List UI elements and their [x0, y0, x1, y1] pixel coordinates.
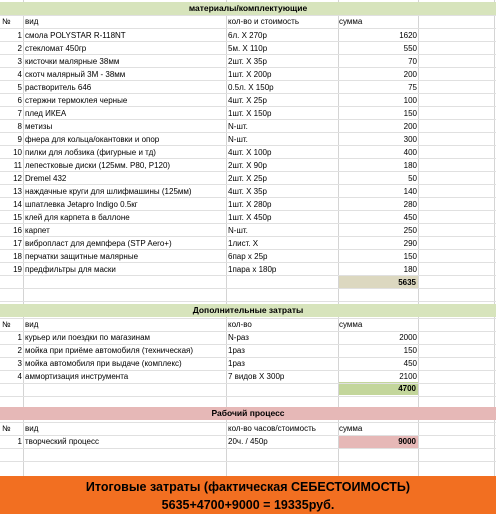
row-number: 18	[13, 252, 22, 261]
table-row	[0, 357, 496, 370]
row-qty: 1раз	[228, 346, 245, 355]
grid-line	[0, 357, 496, 358]
grid-line	[0, 210, 496, 211]
row-qty: 20ч. / 450р	[228, 437, 268, 446]
row-sum: 200	[403, 70, 417, 79]
row-sum: 300	[403, 135, 417, 144]
row-sum: 250	[403, 226, 417, 235]
additional-total: 4700	[339, 382, 418, 395]
row-number: 19	[13, 265, 22, 274]
section-title-additional: Дополнительные затраты	[0, 304, 496, 317]
table-row	[0, 435, 496, 448]
row-qty: 4шт. X 25р	[228, 96, 267, 105]
row-number: 14	[13, 200, 22, 209]
grid-line	[0, 344, 496, 345]
final-title: Итоговые затраты (фактическая СЕБЕСТОИМОСТЬ)	[85, 480, 411, 494]
row-number: 2	[17, 346, 22, 355]
grid-line	[0, 184, 496, 185]
row-item: клей для карпета в баллоне	[25, 213, 130, 222]
row-sum: 2100	[399, 372, 417, 381]
row-item: Dremel 432	[25, 174, 67, 183]
grid-line	[0, 262, 496, 263]
row-number: 7	[17, 109, 22, 118]
row-sum: 180	[403, 265, 417, 274]
grid-line	[0, 15, 496, 16]
row-item: наждачные круги для шлифмашины (125мм)	[25, 187, 192, 196]
row-item: пилки для лобзика (фигурные и тд)	[25, 148, 156, 157]
grid-line	[0, 370, 496, 371]
row-number: 4	[17, 372, 22, 381]
header-sum: сумма	[339, 17, 363, 26]
row-number: 15	[13, 213, 22, 222]
row-sum: 75	[408, 83, 417, 92]
row-number: 13	[13, 187, 22, 196]
table-header	[0, 15, 496, 28]
header-item: вид	[25, 424, 39, 433]
row-qty: 6пар x 25р	[228, 252, 268, 261]
grid-line	[0, 422, 496, 423]
row-sum: 50	[408, 174, 417, 183]
grid-line	[0, 461, 496, 462]
table-header	[0, 318, 496, 331]
grid-line	[0, 448, 496, 449]
grid-line	[0, 383, 496, 384]
row-item: стекломат 450гр	[25, 44, 87, 53]
row-qty: 2шт. X 35р	[228, 57, 267, 66]
row-sum: 550	[403, 44, 417, 53]
row-item: курьер или поездки по магазинам	[25, 333, 151, 342]
section-title-materials: материалы/комплектующие	[0, 2, 496, 15]
row-number: 5	[17, 83, 22, 92]
row-qty: 1шт. X 150р	[228, 109, 272, 118]
row-item: карпет	[25, 226, 50, 235]
grid-line	[0, 223, 496, 224]
row-number: 16	[13, 226, 22, 235]
header-qty: кол-во	[228, 320, 252, 329]
row-qty: 1лист. X	[228, 239, 259, 248]
row-number: 2	[17, 44, 22, 53]
row-number: 12	[13, 174, 22, 183]
final-summary	[0, 476, 496, 514]
section-title-work: Рабочий процесс	[0, 407, 496, 420]
row-item: стержни термоклея черные	[25, 96, 128, 105]
grid-line	[0, 119, 496, 120]
table-row	[0, 344, 496, 357]
row-sum: 100	[403, 96, 417, 105]
row-qty: 1раз	[228, 359, 245, 368]
header-no: №	[2, 424, 11, 433]
row-sum: 290	[403, 239, 417, 248]
row-number: 3	[17, 359, 22, 368]
row-item: перчатки защитные малярные	[25, 252, 139, 261]
grid-line	[0, 301, 496, 302]
grid-line	[0, 236, 496, 237]
row-number: 10	[13, 148, 22, 157]
row-sum: 140	[403, 187, 417, 196]
row-sum: 70	[408, 57, 417, 66]
grid-line	[0, 249, 496, 250]
grid-line	[0, 28, 496, 29]
row-qty: 1пара x 180р	[228, 265, 277, 274]
row-item: фнера для кольца/окантовки и опор	[25, 135, 160, 144]
row-item: мойка автомобиля при выдаче (комплекс)	[25, 359, 182, 368]
row-qty: N-шт.	[228, 135, 248, 144]
materials-total: 5635	[339, 276, 418, 289]
grid-line	[0, 158, 496, 159]
grid-line	[0, 80, 496, 81]
row-number: 1	[17, 31, 22, 40]
row-number: 3	[17, 57, 22, 66]
row-number: 6	[17, 96, 22, 105]
row-qty: 4шт. X 35р	[228, 187, 267, 196]
row-sum: 200	[403, 122, 417, 131]
header-qty: кол-во часов/стоимость	[228, 424, 316, 433]
grid-line	[0, 396, 496, 397]
row-number: 8	[17, 122, 22, 131]
row-qty: N-шт.	[228, 226, 248, 235]
row-item: лепестковые диски (125мм. P80, P120)	[25, 161, 171, 170]
row-item: вибропласт для демпфера (STP Aero+)	[25, 239, 172, 248]
row-number: 1	[17, 437, 22, 446]
row-number: 11	[13, 161, 22, 170]
row-number: 9	[17, 135, 22, 144]
row-sum: 280	[403, 200, 417, 209]
row-item: аммортизация инструмента	[25, 372, 129, 381]
row-number: 17	[13, 239, 22, 248]
header-qty: кол-во и стоимость	[228, 17, 299, 26]
row-qty: 5м. X 110р	[228, 44, 268, 53]
grid-line	[0, 275, 496, 276]
row-sum: 400	[403, 148, 417, 157]
row-item: кисточки малярные 38мм	[25, 57, 120, 66]
row-sum: 150	[403, 109, 417, 118]
row-qty: 1шт. X 280р	[228, 200, 272, 209]
row-item: шпатлевка Jetapro Indigo 0.5кг	[25, 200, 138, 209]
row-item: творческий процесс	[25, 437, 99, 446]
row-qty: 2шт. X 90р	[228, 161, 267, 170]
grid-line	[0, 331, 496, 332]
row-item: скотч малярный 3М - 38мм	[25, 70, 126, 79]
header-sum: сумма	[339, 320, 363, 329]
row-item: мойка при приёме автомобиля (техническая)	[25, 346, 194, 355]
header-item: вид	[25, 17, 39, 26]
grid-line	[0, 132, 496, 133]
row-item: смола POLYSTAR R-118NT	[25, 31, 126, 40]
row-qty: 0.5л. X 150р	[228, 83, 274, 92]
row-sum: 150	[403, 346, 417, 355]
final-formula: 5635+4700+9000 = 19335руб.	[161, 498, 335, 512]
table-row	[0, 370, 496, 383]
row-item: растворитель 646	[25, 83, 92, 92]
grid-line	[0, 318, 496, 319]
header-no: №	[2, 17, 11, 26]
row-number: 4	[17, 70, 22, 79]
row-sum: 180	[403, 161, 417, 170]
grid-line	[0, 171, 496, 172]
row-qty: N-раз	[228, 333, 249, 342]
row-qty: 6л. X 270р	[228, 31, 267, 40]
header-item: вид	[25, 320, 39, 329]
row-item: плед ИКЕА	[25, 109, 67, 118]
header-no: №	[2, 320, 11, 329]
row-item: метизы	[25, 122, 53, 131]
row-qty: 7 видов X 300р	[228, 372, 285, 381]
row-qty: 1шт. X 200р	[228, 70, 272, 79]
row-qty: N-шт.	[228, 122, 248, 131]
grid-line	[0, 106, 496, 107]
row-sum: 450	[403, 213, 417, 222]
grid-line	[0, 54, 496, 55]
header-sum: сумма	[339, 424, 363, 433]
row-sum: 2000	[399, 333, 417, 342]
row-sum: 1620	[399, 31, 417, 40]
table-row	[0, 331, 496, 344]
table-header	[0, 422, 496, 435]
row-sum: 150	[403, 252, 417, 261]
grid-line	[0, 197, 496, 198]
grid-line	[0, 145, 496, 146]
row-qty: 4шт. X 100р	[228, 148, 272, 157]
row-sum: 450	[403, 359, 417, 368]
row-qty: 1шт. X 450р	[228, 213, 272, 222]
grid-line	[0, 93, 496, 94]
grid-line	[0, 41, 496, 42]
row-qty: 2шт. X 25р	[228, 174, 267, 183]
row-item: предфильтры для маски	[25, 265, 116, 274]
grid-line	[0, 288, 496, 289]
work-total: 9000	[339, 435, 418, 448]
row-number: 1	[17, 333, 22, 342]
grid-line	[0, 435, 496, 436]
grid-line	[0, 67, 496, 68]
